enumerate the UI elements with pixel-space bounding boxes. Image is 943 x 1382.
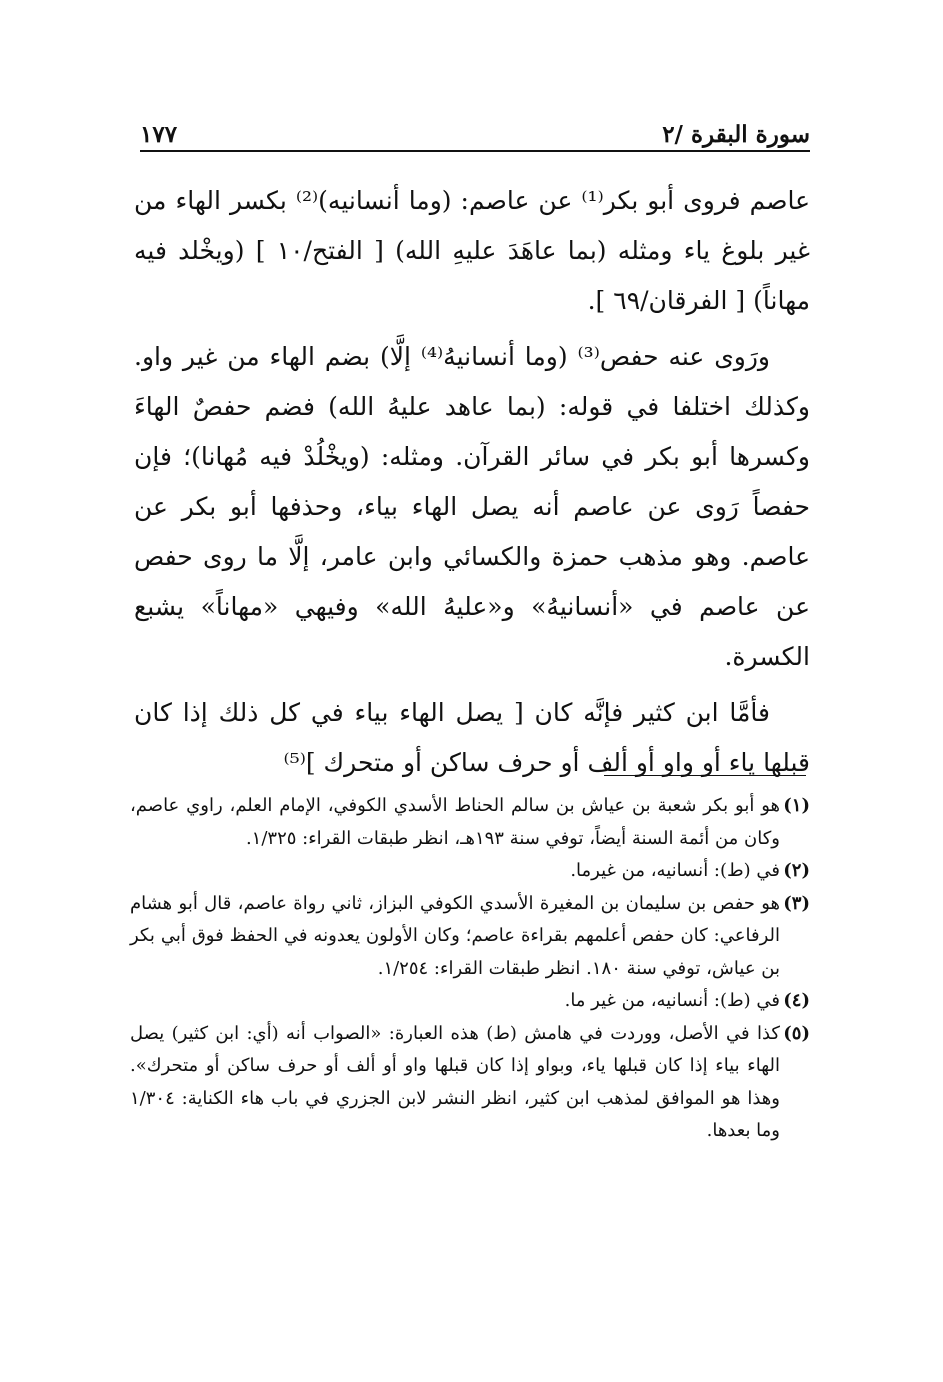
page-header bbox=[140, 108, 810, 148]
footnote bbox=[130, 985, 810, 1018]
footnote-text: في (ط): أنسانيه، من غيرما. bbox=[570, 860, 780, 881]
footnotes bbox=[130, 790, 810, 1148]
paragraph: ورَوى عنه حفص⁽³⁾ (وما أنسانيهُ⁽⁴⁾ إلَّا) بضم الهاء من غير واو. وكذلك اختلفا في قوله: (بما عاهد عليهُ الله) فضم حفصٌ الهاءَ وكسرها أبو بكر في سائر القرآن. ومثله: (ويخْلُدْ فيه مُهانا)؛ فإن حفصاً رَوى عن عاصم أنه يصل الهاء بياء، وحذفها أبو بكر عن عاصم. وهو مذهب حمزة والكسائي وابن عامر، إلَّا ما روى حفص عن عاصم في «أنسانيهُ» و«عليهُ الله» وفيهي «مهاناً» يشبع الكسرة. bbox=[134, 342, 810, 671]
footnote bbox=[130, 855, 810, 888]
main-text bbox=[134, 176, 810, 788]
footnote-number: (٥) bbox=[783, 1022, 810, 1044]
paragraph: فأمَّا ابن كثير فإنَّه كان [ يصل الهاء بياء في كل ذلك إذا كان قبلها ياء أو واو أو ألف أو حرف ساكن أو متحرك ]⁽⁵⁾ bbox=[134, 698, 810, 777]
footnote bbox=[130, 888, 810, 986]
footnote-text: كذا في الأصل، ووردت في هامش (ط) هذه العبارة: «الصواب أنه (أي: ابن كثير) يصل الهاء بياء إذا كان قبلها ياء، وبواو إذا كان قبلها واو أو ألف أو حرف ساكن أو متحرك». وهذا هو الموافق لمذهب ابن كثير، انظر النشر لابن الجزري في باب هاء الكناية: ١/٣٠٤ وما بعدها. bbox=[130, 1022, 780, 1141]
paragraph: عاصم فروى أبو بكر⁽¹⁾ عن عاصم: (وما أنسانيه)⁽²⁾ بكسر الهاء من غير بلوغ ياء ومثله (بما عاهَدَ عليهِ الله) [ الفتح/١٠ ] (ويخْلد فيه مهاناً) [ الفرقان/٦٩ ]. bbox=[134, 186, 811, 315]
footnote-rule bbox=[604, 775, 806, 776]
footnote-text: في (ط): أنسانيه، من غير ما. bbox=[564, 990, 780, 1011]
page-number: ١٧٧ bbox=[140, 121, 178, 148]
footnote-number: (٢) bbox=[783, 860, 810, 881]
footnote-text: هو حفص بن سليمان بن المغيرة الأسدي الكوفي البزاز، ثاني رواة عاصم، قال أبو هشام الرفاعي: كان حفص أعلمهم بقراءة عاصم؛ وكان الأولون يعدونه في الحفظ فوق أبي بكر بن عياش، توفي سنة ١٨٠. انظر طبقات القراء: ١/٢٥٤. bbox=[130, 892, 780, 979]
footnote-text: هو أبو بكر شعبة بن عياش بن سالم الحناط الأسدي الكوفي، الإمام العلم، راوي عاصم، وكان من أئمة السنة أيضاً، توفي سنة ١٩٣هـ، انظر طبقات القراء: ١/٣٢٥. bbox=[130, 795, 780, 849]
footnote-number: (٤) bbox=[783, 990, 810, 1011]
footnote bbox=[130, 790, 810, 855]
footnote bbox=[130, 1018, 810, 1148]
running-title: سورة البقرة /٢ bbox=[662, 121, 810, 148]
footnote-number: (٣) bbox=[783, 892, 810, 914]
header-rule bbox=[140, 150, 810, 152]
footnote-number: (١) bbox=[783, 795, 810, 816]
